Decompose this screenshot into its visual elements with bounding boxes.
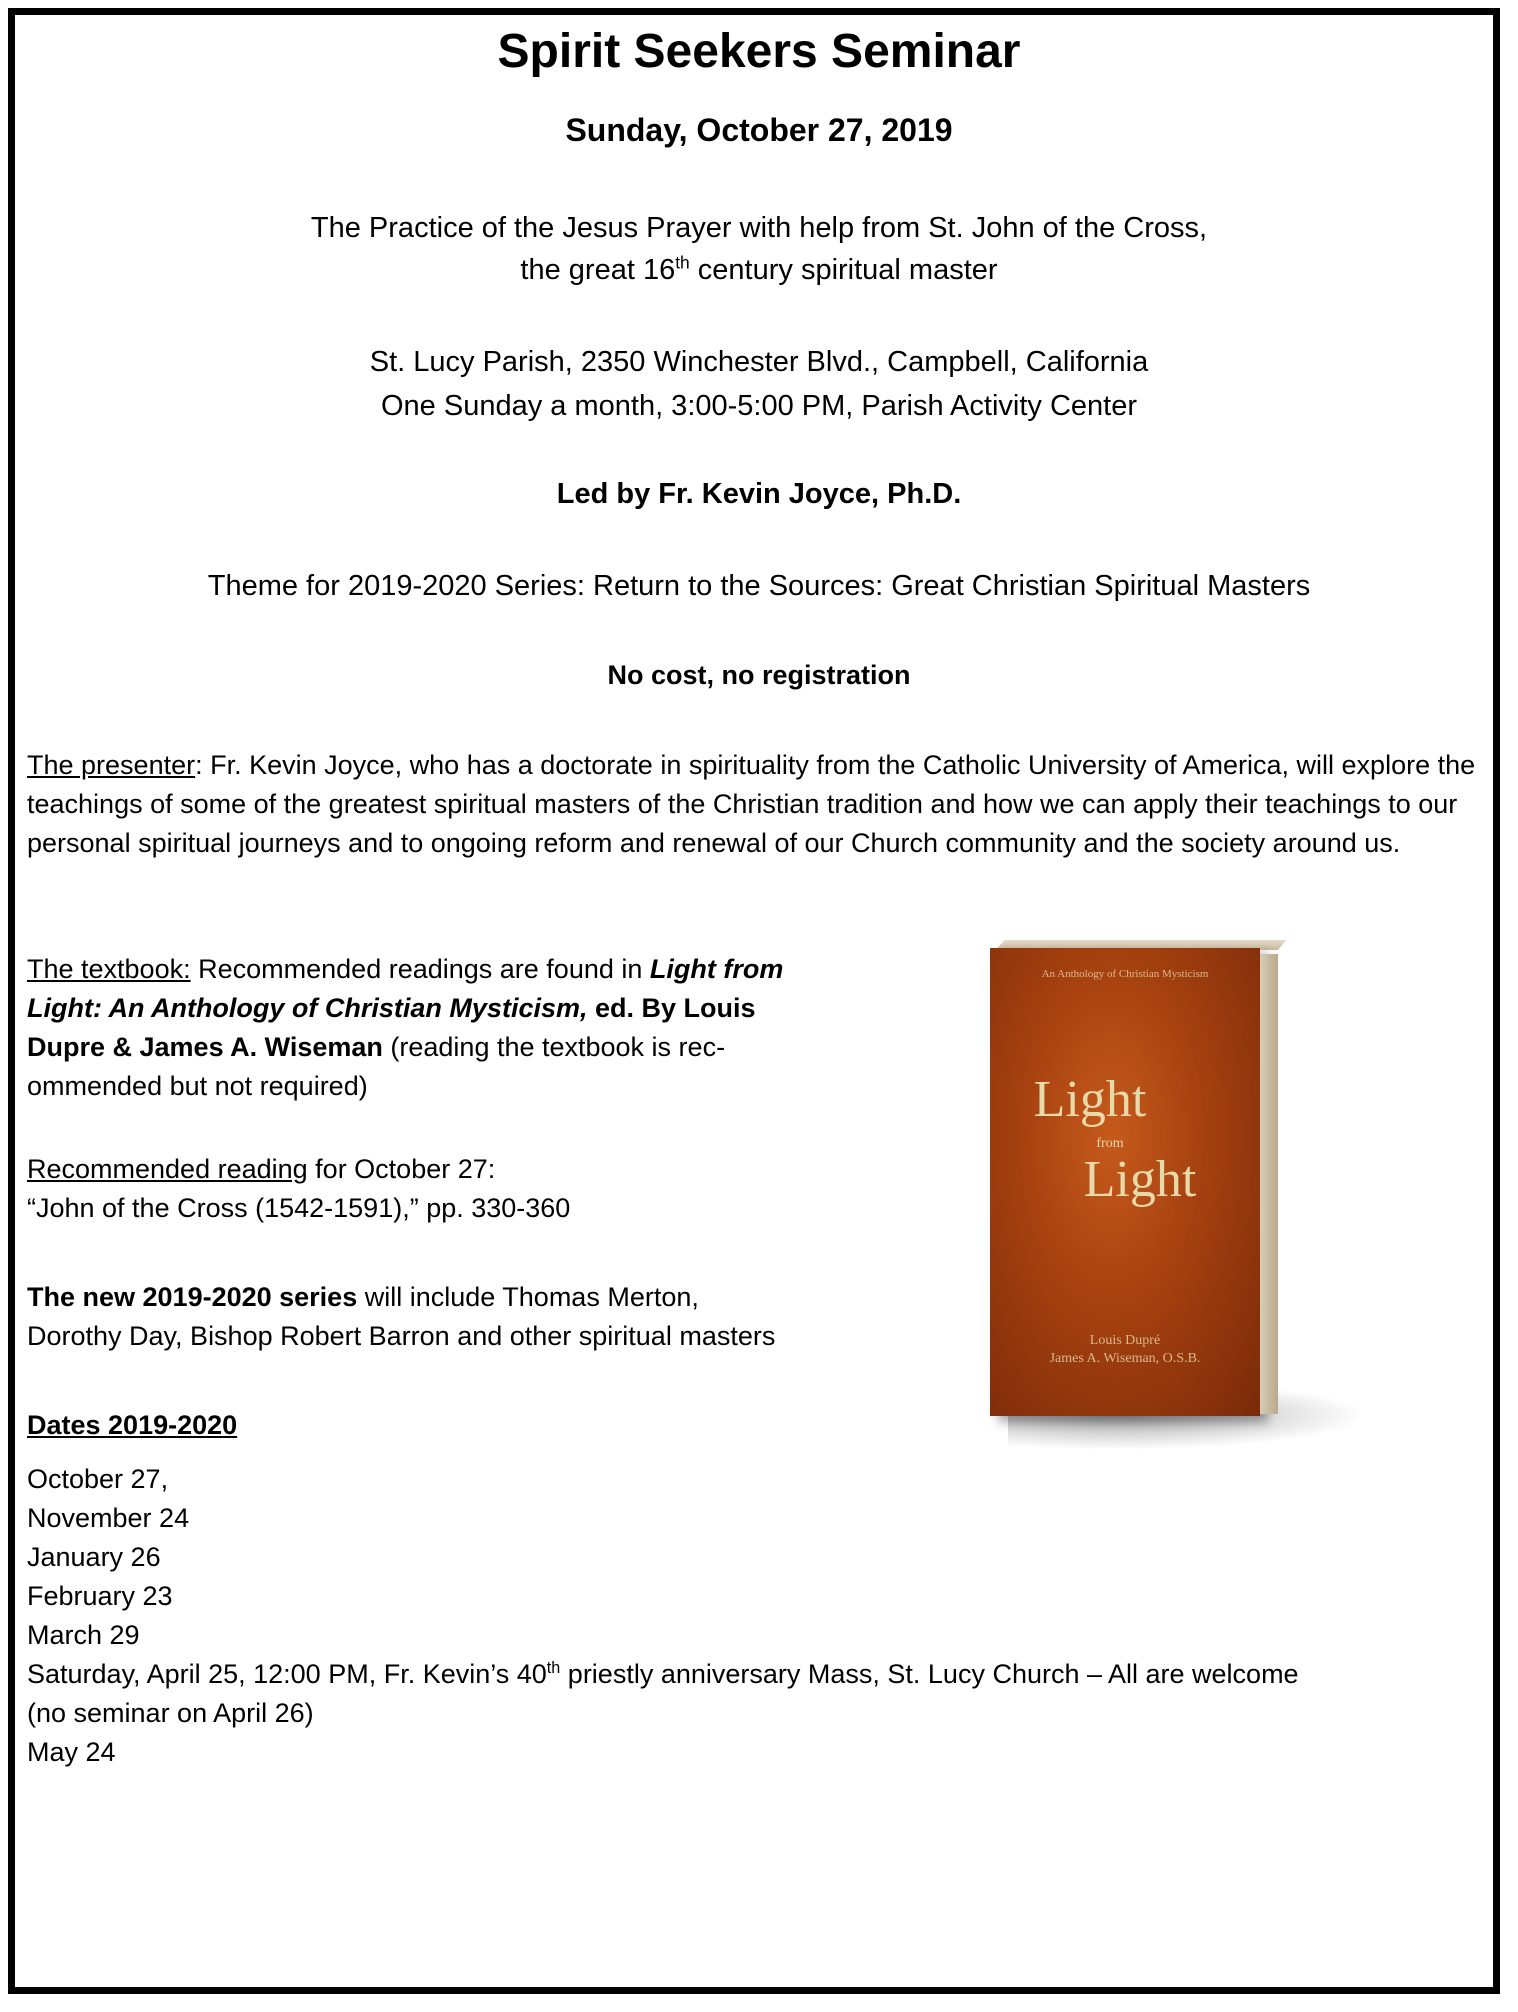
book-title-from: from (1096, 1136, 1124, 1151)
cost-note: No cost, no registration (607, 660, 911, 690)
book-title-word-1: Light (1033, 1071, 1147, 1128)
book-pages-edge (1260, 954, 1278, 1414)
dates-heading: Dates 2019-2020 (27, 1410, 238, 1440)
location-line-1: St. Lucy Parish, 2350 Winchester Blvd., Campbell, California (369, 346, 1149, 378)
date-item-april-note: (no seminar on April 26) (27, 1698, 314, 1728)
topic-line-1: The Practice of the Jesus Prayer with help from St. John of the Cross, (310, 212, 1208, 244)
series-theme: Theme for 2019-2020 Series: Return to the Sources: Great Christian Spiritual Masters (207, 570, 1311, 602)
date-item: May 24 (27, 1737, 116, 1767)
recommended-reading: Recommended reading for October 27: “John of the Cross (1542-1591),” pp. 330-360 (27, 1154, 571, 1223)
book-series-text: An Anthology of Christian Mysticism (1041, 968, 1209, 980)
presenter-paragraph: The presenter: Fr. Kevin Joyce, who has a doctorate in spirituality from the Catholic University of America, will explore the teachings of some of the greatest spiritual masters of the Christian tradition and how we can apply their teachings to our personal spiritual journeys and to ongoing reform and renewal of our Church community and the society around us. (27, 750, 1476, 858)
series-paragraph: The new 2019-2020 series will include Thomas Merton, Dorothy Day, Bishop Robert Barron and other spiritual masters (27, 1282, 776, 1351)
dates-list (27, 1460, 1487, 1772)
date-item: February 23 (27, 1581, 173, 1611)
topic-line-2: the great 16th century spiritual master (520, 252, 998, 286)
book-title-word-2: Light (1083, 1151, 1197, 1208)
book-editors: Louis Dupré James A. Wiseman, O.S.B. (1049, 1333, 1201, 1366)
date-item: November 24 (27, 1503, 190, 1533)
date-item-april: Saturday, April 25, 12:00 PM, Fr. Kevin’s 40th priestly anniversary Mass, St. Lucy Church – All are welcome (27, 1659, 1299, 1689)
location-line-2: One Sunday a month, 3:00-5:00 PM, Parish Activity Center (381, 390, 1137, 422)
page-title: Spirit Seekers Seminar (497, 25, 1021, 78)
date-item: October 27, (27, 1464, 169, 1494)
leader-line: Led by Fr. Kevin Joyce, Ph.D. (556, 478, 962, 510)
textbook-paragraph: The textbook: Recommended readings are found in Light from Light: An Anthology of Christian Mysticism, ed. By Louis Dupre & James A. Wiseman (reading the textbook is rec- ommended but not required) (27, 954, 784, 1101)
date-item: January 26 (27, 1542, 161, 1572)
event-date: Sunday, October 27, 2019 (565, 112, 953, 148)
date-item: March 29 (27, 1620, 140, 1650)
